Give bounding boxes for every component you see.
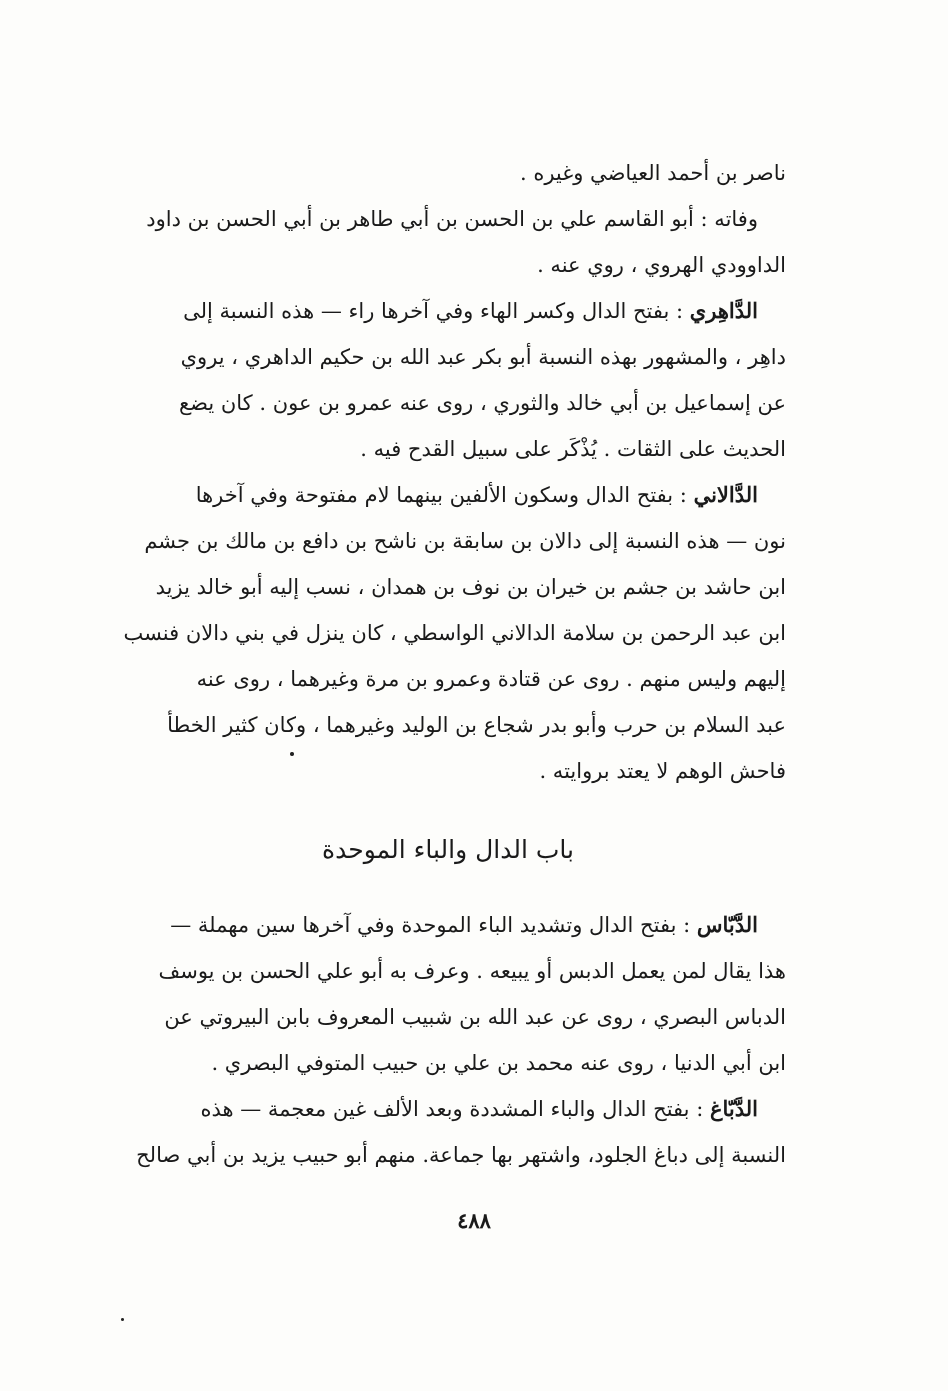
entry-text: : بفتح الدال وكسر الهاء وفي آخرها راء — هذه النسبة إلى bbox=[183, 299, 684, 323]
ink-speck bbox=[121, 1318, 124, 1321]
entry-first-line bbox=[110, 1086, 786, 1132]
entry-text: : بفتح الدال وتشديد الباء الموحدة وفي آخرها سين مهملة — bbox=[170, 913, 691, 937]
entry-text: : بفتح الدال وسكون الألفين بينهما لام مفتوحة وفي آخرها bbox=[195, 483, 687, 507]
text-line: ابن حاشد بن جشم بن خيران بن نوف بن همدان ، نسب إليه أبو خالد يزيد bbox=[155, 575, 786, 599]
text-line: عن إسماعيل بن أبي خالد والثوري ، روى عنه عمرو بن عون . كان يضع bbox=[178, 391, 786, 415]
text-line: الدباس البصري ، روى عن عبد الله بن شبيب المعروف بابن البيروتي عن bbox=[164, 1005, 786, 1029]
entry-headword: الدَّالاني bbox=[693, 482, 758, 507]
text-line: وفاته : أبو القاسم علي بن الحسن بن أبي طاهر بن أبي الحسن بن داود bbox=[146, 207, 758, 231]
text-line: فاحش الوهم لا يعتد بروايته . bbox=[539, 759, 786, 783]
entry-dabbas bbox=[110, 902, 786, 1086]
text-line: ناصر بن أحمد العياضي وغيره . bbox=[519, 161, 786, 185]
text-line: النسبة إلى دباغ الجلود، واشتهر بها جماعة. منهم أبو حبيب يزيد بن أبي صالح bbox=[136, 1143, 786, 1167]
text-line: هذا يقال لمن يعمل الدبس أو يبيعه . وعرف به أبو علي الحسن بن يوسف bbox=[158, 959, 786, 983]
page-number: ٤٨٨ bbox=[457, 1208, 491, 1233]
entry-first-line bbox=[110, 472, 786, 518]
entry-text: : بفتح الدال والباء المشددة وبعد الألف غين معجمة — هذه bbox=[200, 1097, 704, 1121]
text-line: ابن أبي الدنيا ، روى عنه محمد بن علي بن حبيب المتوفي البصري . bbox=[211, 1051, 786, 1075]
ink-speck bbox=[290, 752, 294, 756]
text-line: الحديث على الثقات . يُذْكَر على سبيل القدح فيه . bbox=[360, 437, 786, 461]
text-line: داهِر ، والمشهور بهذه النسبة أبو بكر عبد الله بن حكيم الداهري ، يروي bbox=[180, 345, 786, 369]
entry-first-line bbox=[110, 288, 786, 334]
entry-dalani bbox=[110, 472, 786, 794]
entry-headword: الدَّاهِري bbox=[689, 298, 758, 323]
entry-headword: الدَّبّاس bbox=[696, 912, 758, 937]
entry-dabbagh bbox=[110, 1086, 786, 1178]
section-title: باب الدال والباء الموحدة bbox=[322, 835, 574, 864]
text-line: إليهم وليس منهم . روى عن قتادة وعمرو بن مرة وغيرهما ، روى عنه bbox=[196, 667, 786, 691]
entry-headword: الدَّبّاغ bbox=[709, 1096, 758, 1121]
document-body bbox=[110, 150, 786, 1178]
text-line: عبد السلام بن حرب وأبو بدر شجاع بن الوليد وغيرهما ، وكان كثير الخطأ bbox=[167, 713, 786, 737]
text-line: ابن عبد الرحمن بن سلامة الدالاني الواسطي ، كان ينزل في بني دالان فنسب bbox=[123, 621, 786, 645]
entry-dahiri bbox=[110, 288, 786, 472]
text-line: نون — هذه النسبة إلى دالان بن سابقة بن ناشح بن دافع بن مالك بن جشم bbox=[144, 529, 786, 553]
entry-first-line bbox=[110, 902, 786, 948]
text-line: الداوودي الهروي ، روي عنه . bbox=[537, 253, 786, 277]
